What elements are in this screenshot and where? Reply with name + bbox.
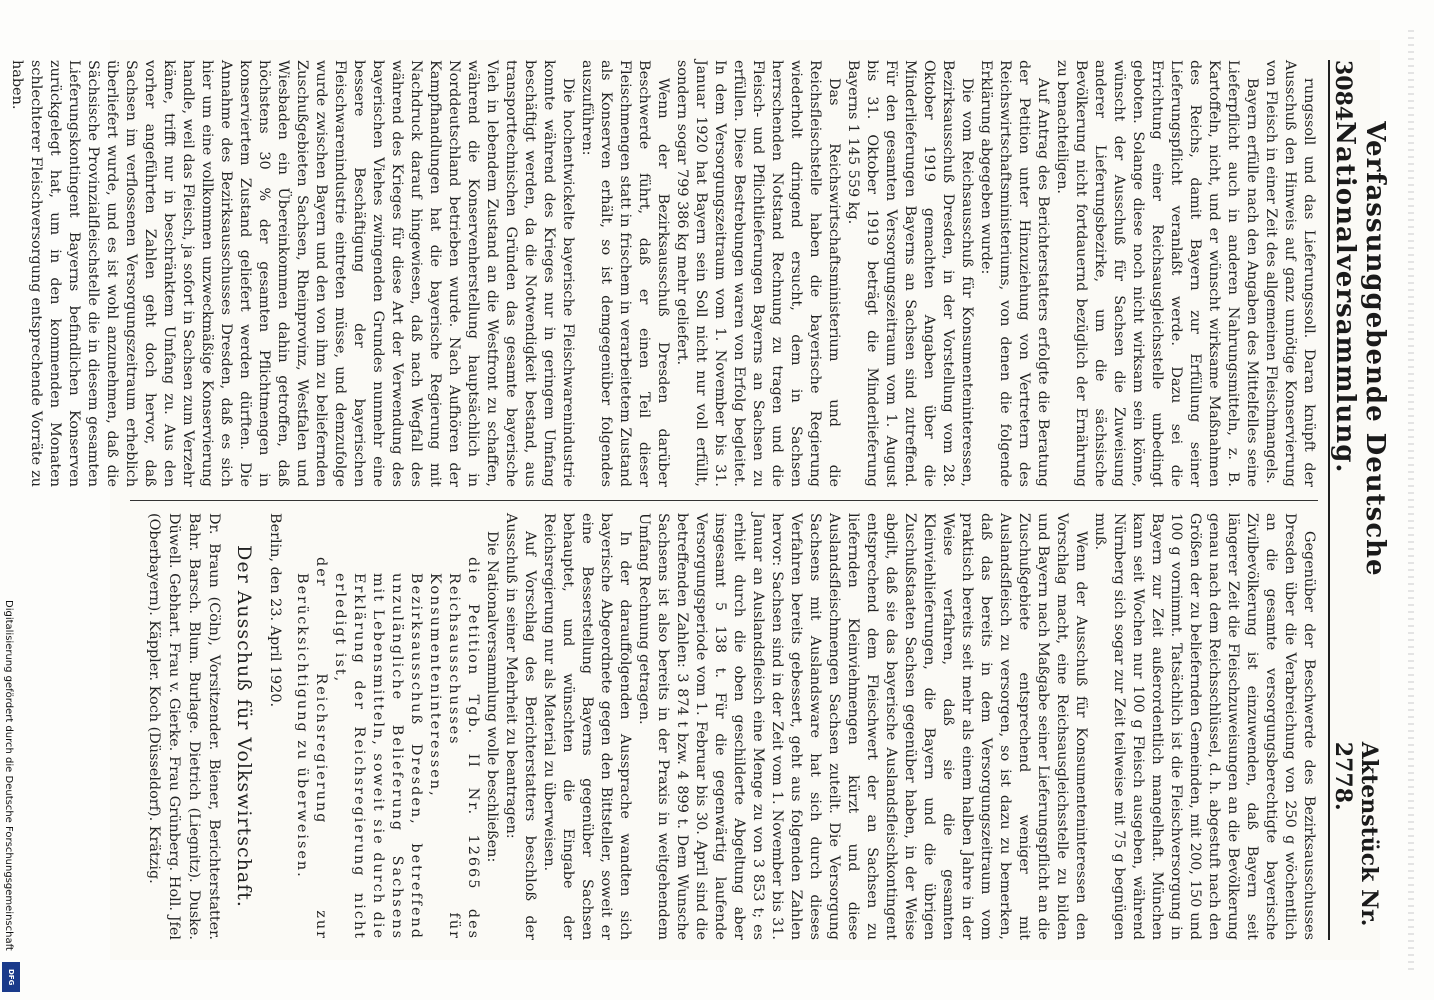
paragraph: Wenn der Bezirksausschuß Dresden darüber Beschwerde führt, daß er einen Teil dieser Fleischmengen statt in frischem in verarbeitetem Zustand als Konserven erhält, so ist demgegenüber folgendes auszuführen: xyxy=(579,60,671,487)
dfg-logo: DFG xyxy=(2,962,20,992)
paragraph: Die Nationalversammlung wolle beschließen: xyxy=(484,531,500,863)
left-column xyxy=(9,60,1318,487)
paragraph: Die vom Reichsausschuß für Konsumenteninteressen, Bezirksausschuß Dresden, in der Vorstellung vom 28. Oktober 1919 gemachten Angaben über die Minderlieferungen Bayerns an Sachsen sind zutreffend. Für den gesamten Versorgungszeitraum vom 1. August bis 31. Oktober 1919 beträgt die Minderlieferung Bayerns 1 145 559 kg. xyxy=(845,60,975,487)
paragraph: Gegenüber der Beschwerde des Bezirksausschusses Dresden über die Verabreichung von 250 g wöchentlich an die gesamte versorgungsberechtigte bayerische Zivilbevölkerung ist einzuwenden, daß Bayern seit längerer Zeit die Fleischzuweisungen an die Bevölkerung genau nach dem Reichsschlüssel, d. h. abgestuft nach den Größen der zu beliefernden Gemeinden, mit 200, 150 und 100 g vornimmt. Tatsächlich ist die Fleischversorgung in Bayern zur Zeit außerordentlich mangelhaft. München kann seit Wochen nur 100 g Fleisch ausgeben, während Nürnberg sich sogar zur Zeit teilweise mit 75 g begnügen muß. xyxy=(1092,513,1317,940)
rotated-content xyxy=(9,40,1390,960)
paragraph: In der darauffolgenden Aussprache wandten sich bayerische Abgeordnete gegen den Bittsteller, soweit er eine Besserstellung Bayerns gegenüber Sachsen behauptet, und wünschten die Eingabe der Reichsregierung nur als Material zu überweisen. xyxy=(541,513,633,940)
page-title: Verfassunggebende Deutsche Nationalversammlung. xyxy=(1330,121,1390,577)
funding-note-text: Digitalisierung gefördert durch die Deutsche Forschungsgemeinschaft xyxy=(3,600,14,951)
signatories: Dr. Braun (Cöln), Vorsitzender. Biener, Berichterstatter. Bahr. Barsch. Blum. Burlage. Dietrich (Liegnitz). Duske. Düwell. Gebhart. Frau v. Gierke. Frau Grünberg. Holl. Jfel (Oberbayern). Käppler. Koch (Düsseldorf). Krätzig. xyxy=(146,513,222,940)
printed-sheet xyxy=(9,40,1390,960)
resolution-tail: der Reichsregierung zur Berücksichtigung zu überweisen. xyxy=(294,557,329,940)
scan-edge-noise xyxy=(1408,30,1414,970)
paragraph: Die hochentwickelte bayerische Fleischwarenindustrie konnte während des Krieges nur in geringem Umfang beschäftigt werden, da die Notwendigkeit bestand, aus transporttechnischen Gründen das gesamte bayerische Vieh in lebendem Zustand an die Westfront zu schaffen, während die Konservenherstellung hauptsächlich in Norddeutschland betrieben wurde. Nach Aufhören der Kampfhandlungen hat die bayerische Regierung mit Nachdruck darauf hingewiesen, daß nach Wegfall des während des Krieges für diese Art der Verwendung des bayerischen Viehes zwingenden Grundes nunmehr eine bessere Beschäftigung der bayerischen Fleischwarenindustrie eintreten müsse, und demzufolge wurde zwischen Bayern und den von ihm zu beliefernden Zuschußgebieten Sachsen, Rheinprovinz, Westfalen und Wiesbaden ein Übereinkommen dahin getroffen, daß höchstens 30 % der gesamten Pflichtmengen in konserviertem Zustand geliefert werden dürften. Die Annahme des Bezirksausschusses Dresden, daß es sich hier um eine vollkommen unzweckmäßige Konservierung handle, weil das Fleisch, ja sofort in Sachsen zum Verzehr käme, trifft nur in beschränktem Umfang zu. Aus den vorher angeführten Zahlen geht doch hervor, daß Sachsen im verflossenen Versorgungszeitraum erheblich überliefert wurde, und es ist wohl anzunehmen, daß die Sächsische Provinzialfleischstelle die in diesem gesamten Lieferungskontingent Bayerns befindlichen Konserven zurückgelegt hat, um in den kommenden Monaten schlechterer Fleischversorgung entsprechende Vorräte zu haben. xyxy=(9,60,576,487)
committee-name: Der Ausschuß für Volkswirtschaft. xyxy=(233,545,255,908)
document-reference: Aktenstück Nr. 2778. xyxy=(1330,741,1382,927)
page-header xyxy=(1328,60,1390,940)
date-line: Berlin, den 23. April 1920. xyxy=(267,513,283,708)
paragraph: Wenn der Ausschuß für Konsumenteninteressen den Vorschlag macht, eine Reichsausgleichsstelle zu bilden und Bayern nach Maßgabe seiner Lieferungspflicht an die Zuschußgebiete entsprechend weniger mit Auslandsfleisch zu versorgen, so ist dazu zu bemerken, daß das bereits in dem Versorgungszeitraum vom praktisch bereits seit mehr als einem halben Jahre in der Weise verfahren, daß sie die gesamten Kleinviehlieferungen, die Bayern und die übrigen Zuschußstaaten Sachsen gegenüber haben, in der Weise abgilt, daß sie das bayerische Auslandsfleischkontingent entsprechend dem Fleischwert der an Sachsen zu liefernden Kleinviehmengen kürzt und diese Auslandsfleischmengen Sachsen zuteilt. Die Versorgung Sachsens mit Auslandsware hat sich durch dieses Verfahren bereits gebessert, geht aus folgenden Zahlen hervor: Sachsen sind in der Zeit vom 1. November bis 31. Januar an Auslandsfleisch eine Menge zu von 3 853 t; es erhielt durch die oben geschilderte Abgeltung aber insgesamt 5 138 t. Für die gegenwärtig laufende Versorgungsperiode vom 1. Februar bis 30. April sind die betreffenden Zahlen: 3 874 t bzw. 4 899 t. Dem Wunsche Sachsens ist also bereits in der Praxis in weitgehendem Umfang Rechnung getragen. xyxy=(636,513,1089,940)
right-column xyxy=(130,513,1318,940)
paragraph: Auf Vorschlag des Berichterstatters beschloß der Ausschuß in seiner Mehrheit zu beantragen: xyxy=(503,513,538,940)
paragraph: Bayern erfülle nach den Angaben des Mittelfelles seine Lieferpflicht auch in anderen Nahrungsmitteln, z. B. Kartoffeln, nicht, und er wünscht wirksame Maßnahmen des Reichs, damit Bayern zur Erfüllung seiner Lieferungspflicht veranlaßt werde. Dazu sei die Errichtung einer Reichsausgleichsstelle unbedingt geboten. Solange diese noch nicht wirksam sein könne, wünscht der Ausschuß für Sachsen die Zuweisung anderer Lieferungsbezirke, um die sächsische Bevölkerung nicht fortdauernd bezüglich der Ernährung zu benachteiligen. xyxy=(1054,60,1260,487)
resolution-text: die Petition Tgb. II Nr. 12665 des Reichsausschusses für Konsumenteninteressen, Bezirksausschuß Dresden, betreffend unzulängliche Belieferung Sachsens mit Lebensmitteln, soweit sie durch die Erklärung der Reichsregierung nicht erledigt ist, xyxy=(332,557,481,940)
paragraph: Auf Antrag des Berichterstatters erfolgte die Beratung der Petition unter Hinzuziehung von Vertretern des Reichswirtschaftsministeriums, von denen die folgende Erklärung abgegeben wurde: xyxy=(978,60,1051,487)
page-number: 3084 xyxy=(1330,60,1356,122)
text-columns xyxy=(9,60,1318,940)
paragraph: rungssoll und das Lieferungssoll. Daran knüpft der Ausschuß den Hinweis auf ganz unnötige Konservierung von Fleisch in einer Zeit des allgemeinen Fleischmangels. xyxy=(1263,60,1317,487)
paragraph: Das Reichswirtschaftsministerium und die Reichsfleischstelle haben die bayerische Regierung wiederholt dringend ersucht, dem in Sachsen herrschenden Notstand Rechnung zu tragen und die Fleisch- und Pflichtlieferungen Bayerns an Sachsen zu erfüllen. Diese Bestrebungen waren von Erfolg begleitet. In dem Versorgungszeitraum vom 1. November bis 31. Januar 1920 hat Bayern sein Soll nicht nur voll erfüllt, sondern sogar 799 386 kg mehr geliefert. xyxy=(674,60,842,487)
